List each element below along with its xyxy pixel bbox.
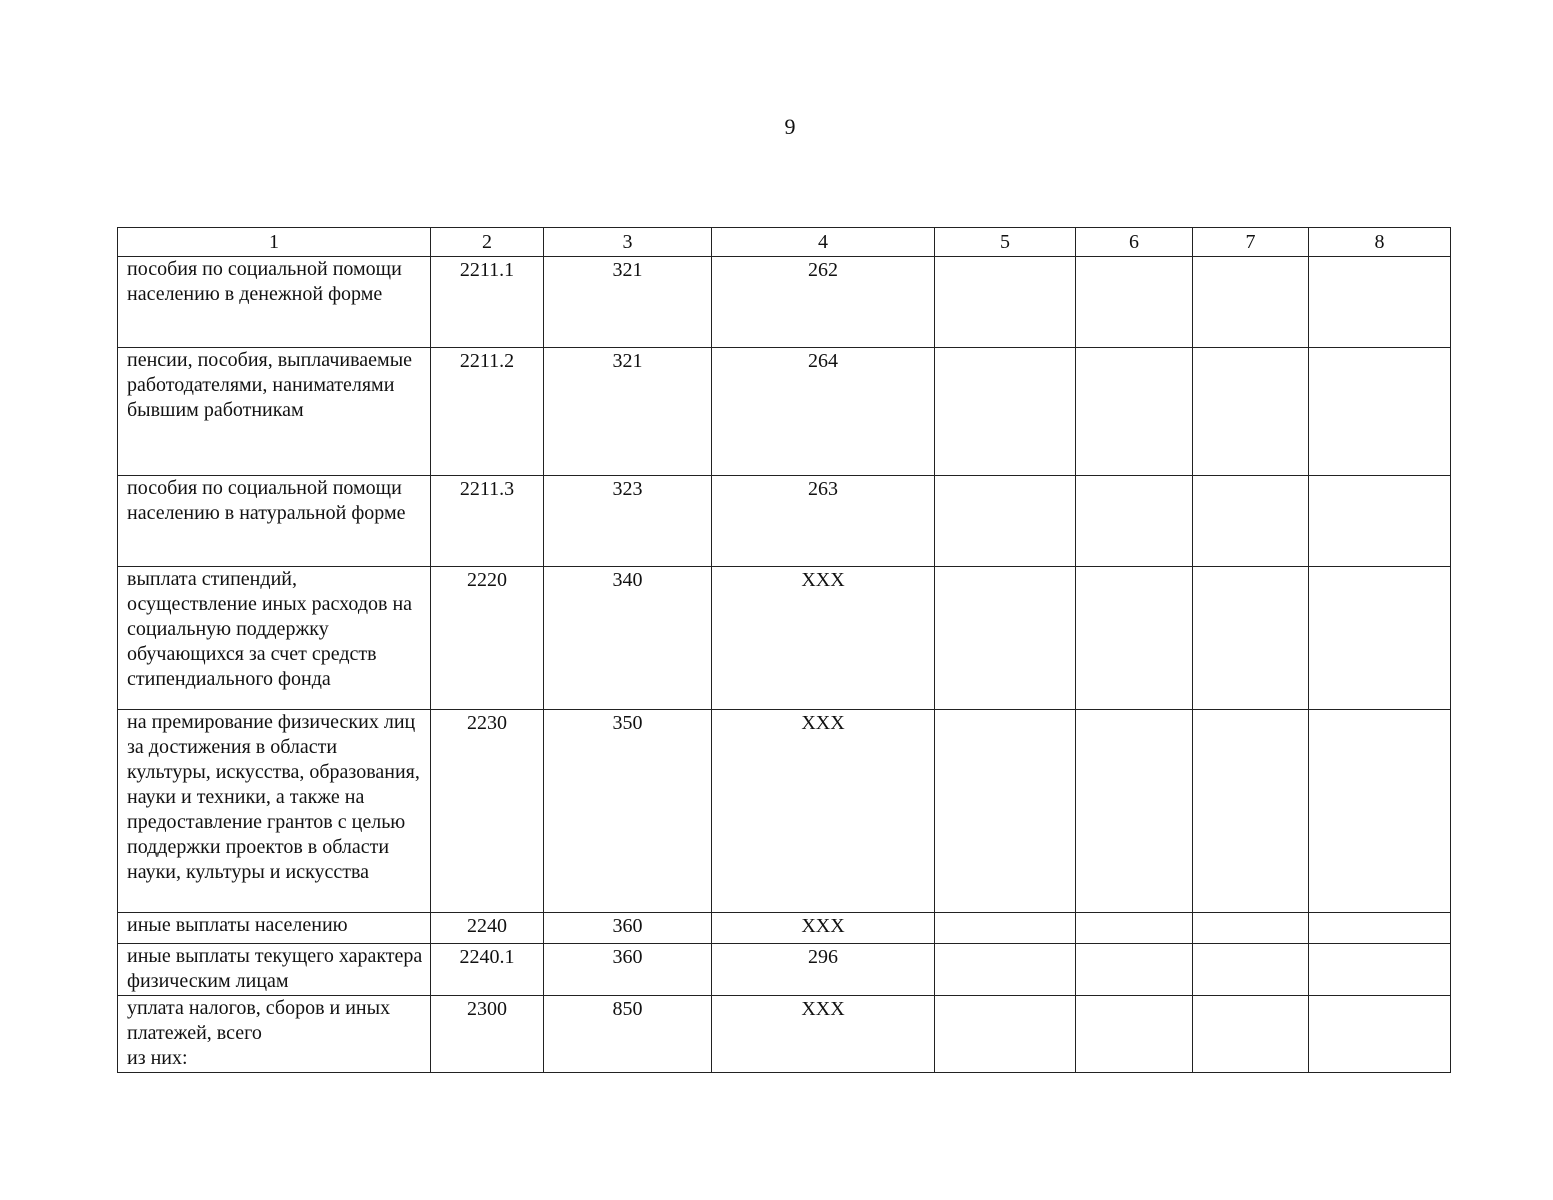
row-cell-5 (935, 710, 1076, 913)
row-cell-7 (1193, 944, 1309, 996)
table-header (118, 228, 1451, 257)
row-cell-6 (1076, 567, 1193, 710)
row-kosgu-code: ХХХ (712, 996, 935, 1073)
row-description: уплата налогов, сборов и иных платежей, всего из них: (118, 996, 431, 1073)
row-kosgu-code: ХХХ (712, 710, 935, 913)
row-line-code: 2220 (431, 567, 544, 710)
row-line-code: 2240.1 (431, 944, 544, 996)
column-header-2: 2 (431, 228, 544, 257)
row-line-code: 2211.3 (431, 476, 544, 567)
row-cell-8 (1309, 476, 1451, 567)
row-kosgu-code: 296 (712, 944, 935, 996)
row-cell-7 (1193, 710, 1309, 913)
row-expense-code: 340 (544, 567, 712, 710)
table-row (118, 476, 1451, 567)
row-cell-8 (1309, 567, 1451, 710)
table-body (118, 257, 1451, 1073)
row-description: пенсии, пособия, выплачиваемые работодателями, нанимателями бывшим работникам (118, 348, 431, 476)
row-expense-code: 360 (544, 913, 712, 944)
row-cell-5 (935, 476, 1076, 567)
row-line-code: 2211.1 (431, 257, 544, 348)
column-header-1: 1 (118, 228, 431, 257)
header-row (118, 228, 1451, 257)
row-cell-7 (1193, 996, 1309, 1073)
row-cell-8 (1309, 996, 1451, 1073)
row-line-code: 2300 (431, 996, 544, 1073)
column-header-4: 4 (712, 228, 935, 257)
column-header-6: 6 (1076, 228, 1193, 257)
row-kosgu-code: ХХХ (712, 567, 935, 710)
row-cell-6 (1076, 996, 1193, 1073)
row-line-code: 2240 (431, 913, 544, 944)
budget-table (117, 227, 1451, 1073)
column-header-5: 5 (935, 228, 1076, 257)
row-description: на премирование физических лиц за достижения в области культуры, искусства, образования, науки и техники, а также на предоставление грантов с целью поддержки проектов в области науки, культуры и искусства (118, 710, 431, 913)
table-row (118, 913, 1451, 944)
row-cell-5 (935, 567, 1076, 710)
table-row (118, 944, 1451, 996)
row-cell-6 (1076, 710, 1193, 913)
row-description: пособия по социальной помощи населению в натуральной форме (118, 476, 431, 567)
row-kosgu-code: ХХХ (712, 913, 935, 944)
column-header-8: 8 (1309, 228, 1451, 257)
column-header-3: 3 (544, 228, 712, 257)
row-expense-code: 321 (544, 257, 712, 348)
column-header-7: 7 (1193, 228, 1309, 257)
row-cell-6 (1076, 913, 1193, 944)
row-expense-code: 321 (544, 348, 712, 476)
row-cell-6 (1076, 944, 1193, 996)
row-cell-7 (1193, 567, 1309, 710)
row-cell-8 (1309, 257, 1451, 348)
row-cell-6 (1076, 348, 1193, 476)
row-cell-5 (935, 257, 1076, 348)
row-cell-7 (1193, 913, 1309, 944)
row-description: пособия по социальной помощи населению в денежной форме (118, 257, 431, 348)
table-row (118, 996, 1451, 1073)
row-cell-7 (1193, 348, 1309, 476)
row-cell-6 (1076, 257, 1193, 348)
row-cell-7 (1193, 476, 1309, 567)
row-line-code: 2211.2 (431, 348, 544, 476)
row-cell-5 (935, 348, 1076, 476)
row-description: выплата стипендий, осуществление иных расходов на социальную поддержку обучающихся за счет средств стипендиального фонда (118, 567, 431, 710)
row-kosgu-code: 263 (712, 476, 935, 567)
row-cell-5 (935, 996, 1076, 1073)
row-expense-code: 850 (544, 996, 712, 1073)
row-cell-6 (1076, 476, 1193, 567)
row-description: иные выплаты текущего характера физическим лицам (118, 944, 431, 996)
row-line-code: 2230 (431, 710, 544, 913)
table-row (118, 567, 1451, 710)
row-kosgu-code: 262 (712, 257, 935, 348)
table-row (118, 257, 1451, 348)
page-number: 9 (784, 114, 796, 139)
row-cell-8 (1309, 913, 1451, 944)
table-row (118, 348, 1451, 476)
row-cell-8 (1309, 944, 1451, 996)
table-row (118, 710, 1451, 913)
row-expense-code: 360 (544, 944, 712, 996)
row-cell-5 (935, 944, 1076, 996)
row-kosgu-code: 264 (712, 348, 935, 476)
row-cell-5 (935, 913, 1076, 944)
row-expense-code: 323 (544, 476, 712, 567)
row-expense-code: 350 (544, 710, 712, 913)
row-description: иные выплаты населению (118, 913, 431, 944)
row-cell-8 (1309, 710, 1451, 913)
row-cell-7 (1193, 257, 1309, 348)
row-cell-8 (1309, 348, 1451, 476)
